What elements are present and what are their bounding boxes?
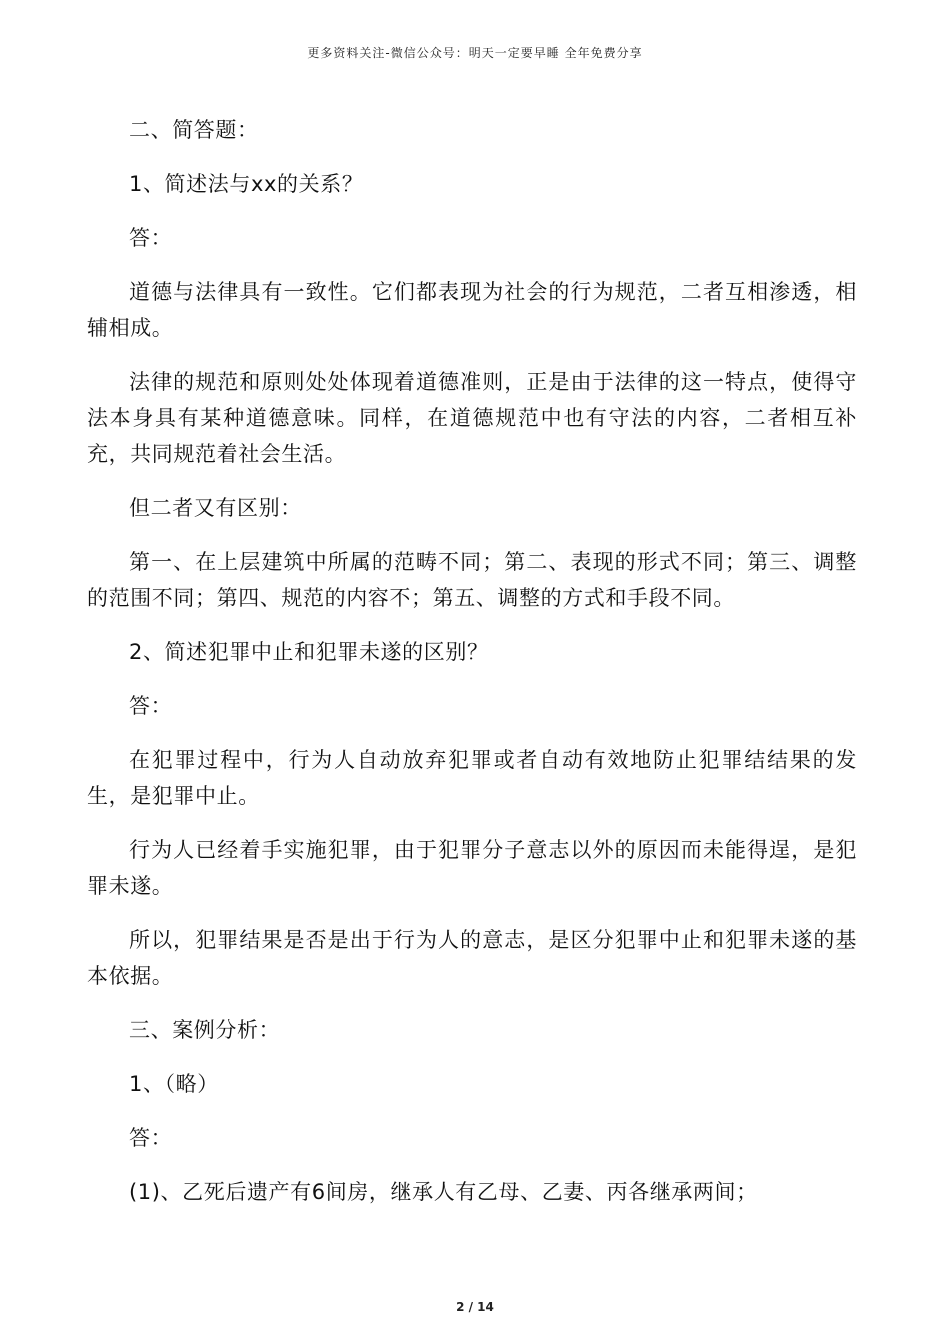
- paragraph: 但二者又有区别：: [129, 496, 302, 520]
- case-1: 1、（略）: [129, 1072, 219, 1096]
- paragraph: 第一、在上层建筑中所属的范畴不同；第二、表现的形式不同；第三、调整的范围不同；第四、规范的内容不；第五、调整的方式和手段不同。: [87, 550, 857, 610]
- question-2: 2、简述犯罪中止和犯罪未遂的区别？: [129, 640, 489, 664]
- paragraph: 法律的规范和原则处处体现着道德准则，正是由于法律的这一特点，使得守法本身具有某种道德意味。同样，在道德规范中也有守法的内容，二者相互补充，共同规范着社会生活。: [87, 370, 857, 466]
- question-1: 1、简述法与xx的关系？: [129, 172, 364, 196]
- paragraph: (1)、乙死后遗产有6间房，继承人有乙母、乙妻、丙各继承两间；: [129, 1180, 758, 1204]
- page-header: 更多资料关注-微信公众号：明天一定要早睡 全年免费分享: [307, 46, 643, 60]
- answer-label: 答：: [129, 694, 173, 718]
- paragraph: 道德与法律具有一致性。它们都表现为社会的行为规范，二者互相渗透，相辅相成。: [87, 280, 857, 340]
- section-heading-short-answer: 二、简答题：: [129, 118, 259, 142]
- page-number: 2 / 14: [456, 1300, 494, 1314]
- answer-label: 答：: [129, 226, 173, 250]
- document-body: [87, 112, 857, 1228]
- paragraph: 所以，犯罪结果是否是出于行为人的意志，是区分犯罪中止和犯罪未遂的基本依据。: [87, 928, 857, 988]
- answer-label: 答：: [129, 1126, 173, 1150]
- paragraph: 行为人已经着手实施犯罪，由于犯罪分子意志以外的原因而未能得逞，是犯罪未遂。: [87, 838, 857, 898]
- paragraph: 在犯罪过程中，行为人自动放弃犯罪或者自动有效地防止犯罪结结果的发生，是犯罪中止。: [87, 748, 857, 808]
- section-heading-case-analysis: 三、案例分析：: [129, 1018, 281, 1042]
